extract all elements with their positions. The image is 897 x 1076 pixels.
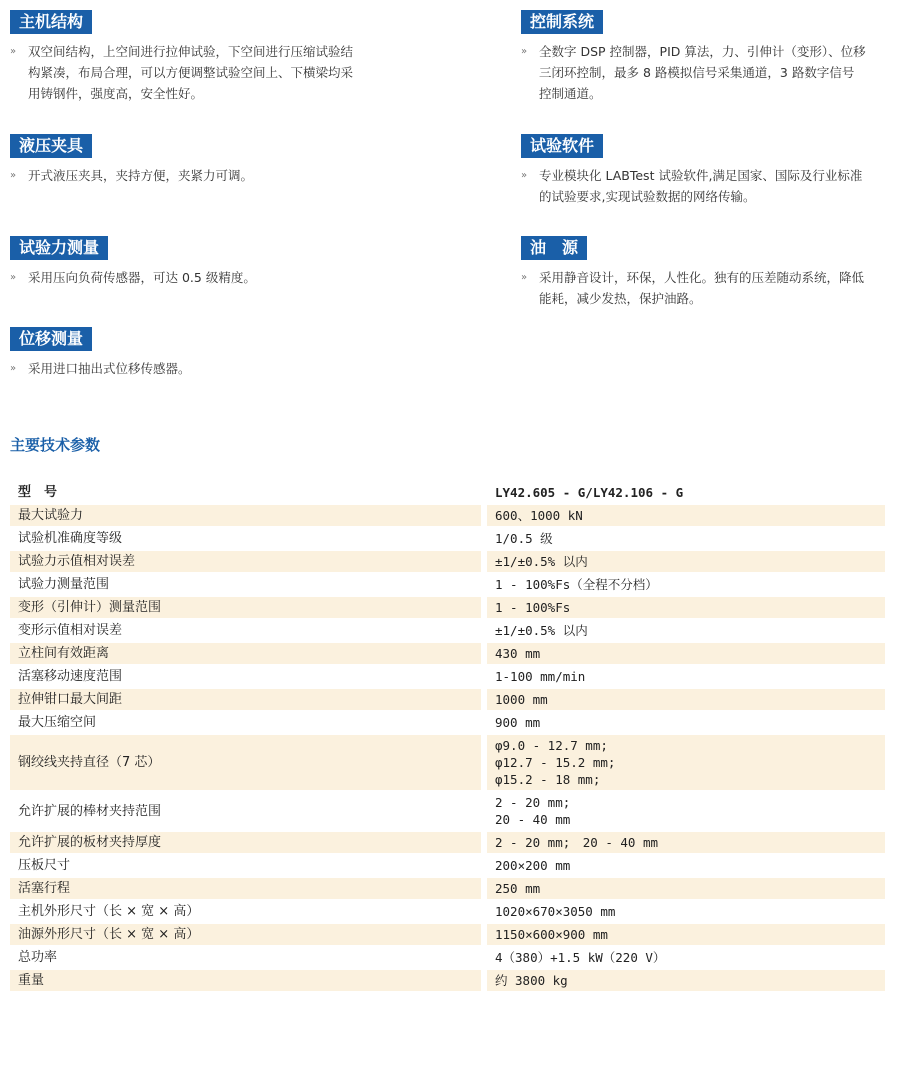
spec-value xyxy=(481,643,885,664)
spec-row xyxy=(10,528,885,549)
spec-label: 试验力示值相对误差 xyxy=(10,551,481,572)
spec-value-line: 900 mm xyxy=(495,715,541,730)
feature-text: 采用进口抽出式位移传感器。 xyxy=(28,361,191,376)
spec-row xyxy=(10,901,885,922)
feature-title: 试验力测量 xyxy=(10,236,108,260)
spec-value xyxy=(481,551,885,572)
spec-value-line: 250 mm xyxy=(495,881,541,896)
feature-displacement-measurement xyxy=(10,327,355,379)
feature-text: 双空间结构，上空间进行拉伸试验，下空间进行压缩试验结构紧凑，布局合理，可以方便调整试验空间上、下横梁均采用铸钢件，强度高，安全性好。 xyxy=(28,44,354,101)
spec-header-row xyxy=(10,482,885,503)
spec-value-line: 20 - 40 mm xyxy=(495,812,571,827)
feature-title: 液压夹具 xyxy=(10,134,92,158)
spec-section-title: 主要技术参数 xyxy=(10,436,101,454)
spec-value-line: 1150×600×900 mm xyxy=(495,927,608,942)
spec-row xyxy=(10,855,885,876)
feature-title: 主机结构 xyxy=(10,10,92,34)
spec-row xyxy=(10,574,885,595)
spec-label: 压板尺寸 xyxy=(10,855,481,876)
spec-row xyxy=(10,666,885,687)
spec-value-line: 1 - 100%Fs（全程不分档） xyxy=(495,577,658,592)
spec-row xyxy=(10,970,885,991)
feature-description xyxy=(521,165,866,207)
spec-value-line: 1000 mm xyxy=(495,692,548,707)
spec-value-line: φ12.7 - 15.2 mm; xyxy=(495,755,616,770)
spec-value xyxy=(481,597,885,618)
feature-oil-source xyxy=(521,236,866,309)
feature-text: 采用静音设计，环保，人性化。独有的压差随动系统，降低能耗，减少发热，保护油路。 xyxy=(539,270,865,306)
spec-label: 主机外形尺寸（长 × 宽 × 高） xyxy=(10,901,481,922)
spec-label: 试验力测量范围 xyxy=(10,574,481,595)
feature-host-structure xyxy=(10,10,355,104)
feature-title: 位移测量 xyxy=(10,327,92,351)
spec-row xyxy=(10,505,885,526)
spec-row xyxy=(10,643,885,664)
spec-value-line: 2 - 20 mm; xyxy=(495,795,571,810)
feature-description xyxy=(10,267,355,288)
bullet-icon: » xyxy=(521,272,528,283)
spec-value xyxy=(481,878,885,899)
spec-value-line: 1 - 100%Fs xyxy=(495,600,571,615)
spec-label: 最大压缩空间 xyxy=(10,712,481,733)
spec-value xyxy=(481,855,885,876)
spec-value-line: ±1/±0.5% 以内 xyxy=(495,554,588,569)
spec-table xyxy=(10,480,885,993)
spec-row xyxy=(10,924,885,945)
feature-title: 控制系统 xyxy=(521,10,603,34)
spec-row xyxy=(10,712,885,733)
spec-row xyxy=(10,878,885,899)
spec-value xyxy=(481,505,885,526)
spec-value xyxy=(481,689,885,710)
spec-label: 试验机准确度等级 xyxy=(10,528,481,549)
feature-force-measurement xyxy=(10,236,355,288)
spec-value xyxy=(481,832,885,853)
spec-row xyxy=(10,620,885,641)
spec-label: 拉伸钳口最大间距 xyxy=(10,689,481,710)
feature-control-system xyxy=(521,10,866,104)
bullet-icon: » xyxy=(10,363,17,374)
spec-row xyxy=(10,551,885,572)
spec-value-line: φ15.2 - 18 mm; xyxy=(495,772,601,787)
feature-description xyxy=(521,267,866,309)
spec-label: 允许扩展的棒材夹持范围 xyxy=(10,792,481,830)
feature-title: 油 源 xyxy=(521,236,587,260)
spec-value-line: 1-100 mm/min xyxy=(495,669,586,684)
spec-label: 变形（引伸计）测量范围 xyxy=(10,597,481,618)
spec-value-line: φ9.0 - 12.7 mm; xyxy=(495,738,608,753)
feature-text: 开式液压夹具，夹持方便，夹紧力可调。 xyxy=(28,168,254,183)
spec-label: 允许扩展的板材夹持厚度 xyxy=(10,832,481,853)
spec-label: 油源外形尺寸（长 × 宽 × 高） xyxy=(10,924,481,945)
bullet-icon: » xyxy=(10,170,17,181)
feature-hydraulic-grips xyxy=(10,134,355,186)
spec-value xyxy=(481,712,885,733)
feature-title: 试验软件 xyxy=(521,134,603,158)
spec-value-line: 1020×670×3050 mm xyxy=(495,904,616,919)
spec-value-line: ±1/±0.5% 以内 xyxy=(495,623,588,638)
spec-row xyxy=(10,947,885,968)
spec-row xyxy=(10,689,885,710)
spec-value xyxy=(481,666,885,687)
spec-label: 活塞移动速度范围 xyxy=(10,666,481,687)
feature-description xyxy=(10,358,355,379)
spec-value xyxy=(481,528,885,549)
spec-value xyxy=(481,620,885,641)
spec-value xyxy=(481,970,885,991)
spec-label: 总功率 xyxy=(10,947,481,968)
feature-text: 采用压向负荷传感器，可达 0.5 级精度。 xyxy=(28,270,256,285)
bullet-icon: » xyxy=(521,46,528,57)
feature-description xyxy=(521,41,866,104)
feature-text: 专业模块化 LABTest 试验软件,满足国家、国际及行业标准的试验要求,实现试验数据的网络传输。 xyxy=(539,168,863,204)
spec-value xyxy=(481,924,885,945)
spec-value xyxy=(481,735,885,790)
spec-label: 钢绞线夹持直径（7 芯） xyxy=(10,735,481,790)
spec-row xyxy=(10,597,885,618)
spec-value-line: 2 - 20 mm; 20 - 40 mm xyxy=(495,835,659,850)
spec-row xyxy=(10,792,885,830)
spec-header-label: 型 号 xyxy=(10,482,481,503)
bullet-icon: » xyxy=(10,272,17,283)
spec-label: 变形示值相对误差 xyxy=(10,620,481,641)
spec-value-line: 约 3800 kg xyxy=(495,973,568,988)
spec-value-line: 200×200 mm xyxy=(495,858,571,873)
feature-description xyxy=(10,41,355,104)
feature-test-software xyxy=(521,134,866,207)
spec-value-line: 4（380）+1.5 kW（220 V） xyxy=(495,950,666,965)
spec-value xyxy=(481,901,885,922)
spec-value-line: 1/0.5 级 xyxy=(495,531,553,546)
spec-value xyxy=(481,792,885,830)
bullet-icon: » xyxy=(10,46,17,57)
spec-value xyxy=(481,574,885,595)
spec-label: 活塞行程 xyxy=(10,878,481,899)
spec-value-line: 430 mm xyxy=(495,646,541,661)
spec-row xyxy=(10,735,885,790)
spec-label: 最大试验力 xyxy=(10,505,481,526)
spec-header-value: LY42.605 - G/LY42.106 - G xyxy=(481,482,885,503)
bullet-icon: » xyxy=(521,170,528,181)
spec-row xyxy=(10,832,885,853)
spec-value xyxy=(481,947,885,968)
spec-label: 立柱间有效距离 xyxy=(10,643,481,664)
spec-label: 重量 xyxy=(10,970,481,991)
spec-value-line: 600、1000 kN xyxy=(495,508,583,523)
feature-text: 全数字 DSP 控制器，PID 算法，力、引伸计（变形）、位移三闭环控制，最多 8 路模拟信号采集通道，3 路数字信号控制通道。 xyxy=(539,44,866,101)
feature-description xyxy=(10,165,355,186)
